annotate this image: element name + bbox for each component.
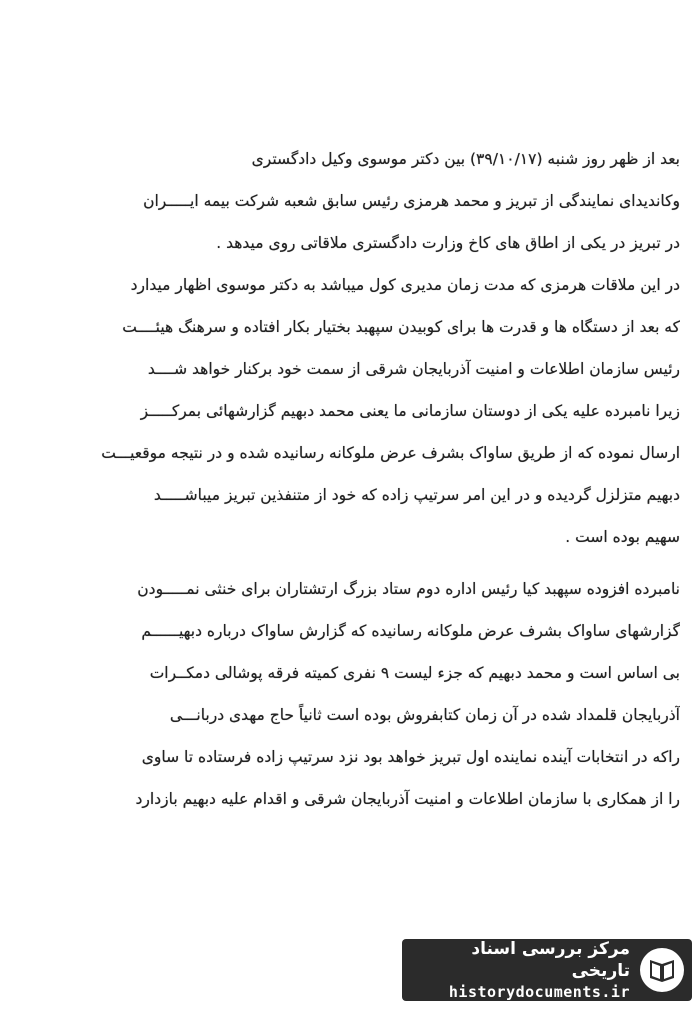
document-line: آذربایجان قلمداد شده در آن زمان کتابفروش بوده است ثانیاً حاج مهدی دربانـــی [169,706,680,724]
document-line: سهیم بوده است . [565,528,680,546]
document-line: رئیس سازمان اطلاعات و امنیت آذربایجان شرقی از سمت خود برکنار خواهد شــــد [147,360,680,378]
document-line: را از همکاری با سازمان اطلاعات و امنیت آذربایجان شرقی و اقدام علیه دبهیم بازدارد [135,790,680,808]
document-line: در این ملاقات هرمزی که مدت زمان مدیری کول میباشد به دکتر موسوی اظهار میدارد [130,276,680,294]
document-line: که بعد از دستگاه ها و قدرت ها برای کوبیدن سپهبد بختیار بکار افتاده و سرهنگ هیئــــت [122,318,680,336]
document-line: بعد از ظهر روز شنبه (۳۹/۱۰/۱۷) بین دکتر موسوی وکیل دادگستری [251,150,680,168]
document-line: بی اساس است و محمد دبهیم که جزء لیست ۹ نفری کمیته فرقه پوشالی دمکــرات [149,664,680,682]
document-line: دبهیم متزلزل گردیده و در این امر سرتیپ زاده که خود از متنفذین تبریز میباشـــــد [153,486,680,504]
document-line: نامبرده افزوده سپهبد کیا رئیس اداره دوم ستاد بزرگ ارتشتاران برای خنثی نمـــــودن [137,580,680,598]
watermark-text [408,938,630,1002]
document-body [20,138,680,820]
document-line: زیرا نامبرده علیه یکی از دوستان سازمانی ما یعنی محمد دبهیم گزارشهائی بمرکـــــز [140,402,680,420]
watermark-url: historydocuments.ir [448,983,630,1001]
document-line: در تبریز در یکی از اطاق های کاخ وزارت دادگستری ملاقاتی روی میدهد . [216,234,680,252]
document-line: گزارشهای ساواک بشرف عرض ملوکانه رسانیده که گزارش ساواک درباره دبهیــــــم [141,622,680,640]
watermark-title: مرکز بررسی اسناد تاریخی [471,939,630,981]
book-logo-icon [638,946,686,994]
document-line: راکه در انتخابات آینده نماینده اول تبریز خواهد بود نزد سرتیپ زاده فرستاده تا ساوی [141,748,680,766]
document-line: وکاندیدای نمایندگی از تبریز و محمد هرمزی رئیس سابق شعبه شرکت بیمه ایـــــران [143,192,680,210]
watermark-badge [402,939,692,1001]
document-line: ارسال نموده که از طریق ساواک بشرف عرض ملوکانه رسانیده شده و در نتیجه موقعیـــت [101,444,680,462]
